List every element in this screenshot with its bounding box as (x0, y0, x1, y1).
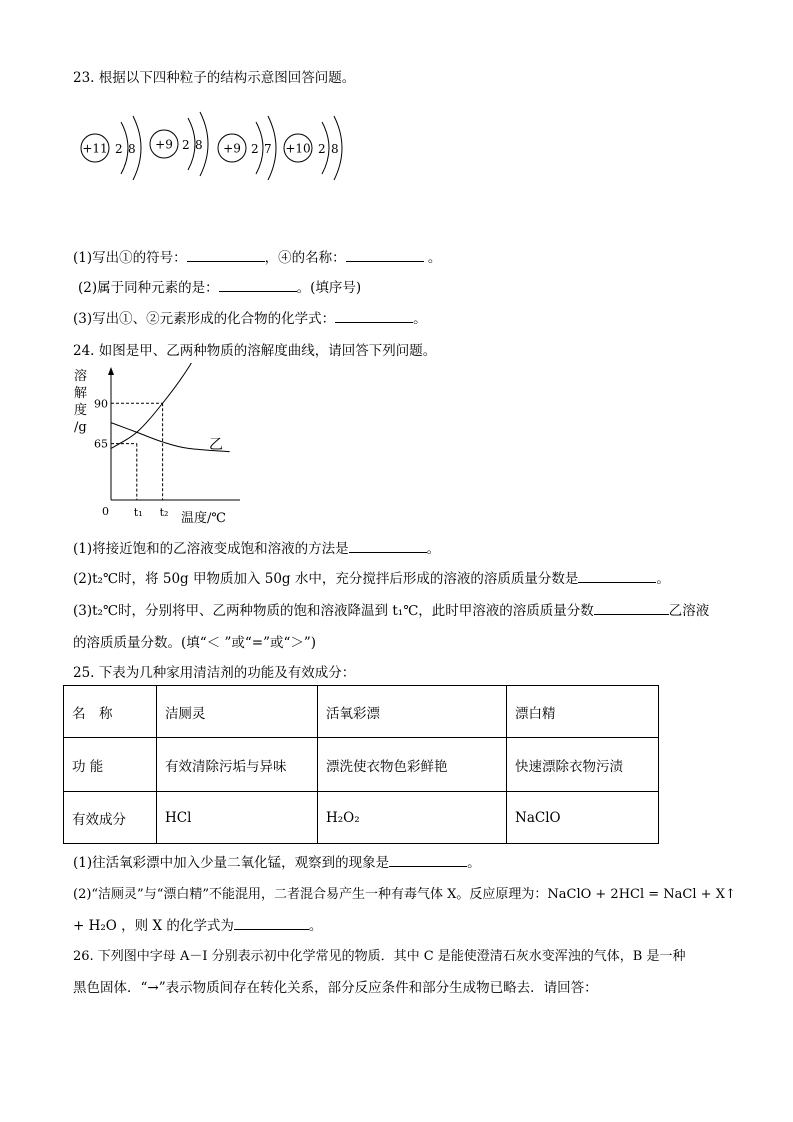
table-cell: NaClO (507, 792, 659, 844)
shell-electrons: 2 (115, 142, 123, 156)
table-cell: H₂O₂ (318, 792, 507, 844)
table-cell: 漂洗使衣物色彩鲜艳 (318, 738, 507, 792)
answer-blank[interactable] (234, 915, 309, 930)
atom-2 (150, 112, 208, 230)
answer-blank[interactable] (594, 600, 669, 615)
x-tick-label: t₁ (133, 506, 143, 519)
shell-electrons: 2 (251, 142, 259, 156)
q23-part2: (2)属于同种元素的是： 。(填序号) (78, 276, 361, 296)
y-tick-label: 65 (94, 437, 108, 451)
y-tick-label: 90 (94, 397, 108, 411)
shell-electrons: 8 (128, 142, 136, 156)
shell-electrons: 8 (331, 142, 339, 156)
table-cell: 功 能 (64, 738, 157, 792)
q26-line2: 黑色固体．“→”表示物质间存在转化关系，部分反应条件和部分生成物已略去．请回答： (73, 980, 598, 996)
q24-part2: (2)t₂℃时，将 50g 甲物质加入 50g 水中，充分搅拌后形成的溶液的溶质质量分数是 。 (73, 567, 670, 587)
atom-3 (218, 116, 276, 230)
shell-electrons: 7 (264, 142, 272, 156)
table-row (64, 792, 659, 844)
origin-label: 0 (102, 505, 109, 518)
q24-part1: (1)将接近饱和的乙溶液变成饱和溶液的方法是 。 (73, 537, 440, 557)
nucleus-charge: +9 (223, 141, 241, 156)
y-axis-label: /g (74, 420, 87, 435)
q26-line1: 26. 下列图中字母 A－I 分别表示初中化学常见的物质．其中 C 是能使澄清石灰水变浑浊的气体，B 是一种 (73, 949, 686, 964)
answer-blank[interactable] (335, 308, 413, 323)
answer-blank[interactable] (346, 247, 424, 262)
table-row (64, 738, 659, 792)
atom-structure-diagrams (70, 100, 360, 230)
q24-title: 24. 如图是甲、乙两种物质的溶解度曲线，请回答下列问题。 (73, 343, 437, 359)
shell-electrons: 2 (182, 138, 190, 152)
q25-part2-cont: + H₂O ，则 X 的化学式为 。 (73, 914, 322, 934)
answer-blank[interactable] (187, 247, 265, 262)
solubility-chart (68, 363, 248, 530)
y-axis-label: 度 (74, 403, 88, 418)
cleaner-table (63, 685, 659, 844)
table-cell: 洁厕灵 (157, 686, 318, 738)
nucleus-charge: +10 (285, 141, 311, 156)
q25-title: 25. 下表为几种家用清洁剂的功能及有效成分： (73, 665, 356, 681)
q24-part3-cont: 的溶质质量分数。(填“＜ ”或“=”或“＞”) (73, 635, 317, 651)
nucleus-charge: +11 (82, 141, 108, 156)
shell-electrons: 8 (195, 138, 203, 152)
table-cell: HCl (157, 792, 318, 844)
table-cell: 快速漂除衣物污渍 (507, 738, 659, 792)
q23-part3: (3)写出①、②元素形成的化合物的化学式： 。 (73, 307, 427, 327)
table-cell: 有效成分 (64, 792, 157, 844)
q24-part3: (3)t₂℃时，分别将甲、乙两种物质的饱和溶液降温到 t₁℃，此时甲溶液的溶质质量分数 乙溶液 (73, 599, 709, 619)
answer-blank[interactable] (349, 538, 427, 553)
y-axis-label: 溶 (74, 369, 88, 384)
answer-blank[interactable] (219, 277, 297, 292)
table-row (64, 686, 659, 738)
table-cell: 漂白精 (507, 686, 659, 738)
atom-1 (81, 116, 141, 230)
q25-part1: (1)往活氧彩漂中加入少量二氧化锰，观察到的现象是 。 (73, 851, 481, 871)
table-cell: 名 称 (64, 686, 157, 738)
answer-blank[interactable] (578, 568, 656, 583)
q23-title: 23. 根据以下四种粒子的结构示意图回答问题。 (73, 70, 356, 86)
table-cell: 活氧彩漂 (318, 686, 507, 738)
q25-part2: (2)“洁厕灵”与“漂白精”不能混用，二者混合易产生一种有毒气体 X。反应原理为：NaClO + 2HCl = NaCl + X↑ (73, 887, 736, 902)
answer-blank[interactable] (389, 852, 467, 867)
atom-4 (284, 116, 342, 230)
y-axis-label: 解 (74, 386, 88, 401)
table-cell: 有效清除污垢与异味 (157, 738, 318, 792)
q23-part1: (1)写出①的符号： ，④的名称： 。 (73, 246, 441, 266)
series-label: 乙 (209, 437, 224, 454)
x-tick-label: t₂ (159, 506, 169, 519)
series-line (111, 363, 204, 448)
y-axis-arrow (108, 367, 114, 375)
x-axis-label: 温度/℃ (181, 511, 226, 526)
shell-electrons: 2 (318, 142, 326, 156)
nucleus-charge: +9 (155, 137, 173, 152)
